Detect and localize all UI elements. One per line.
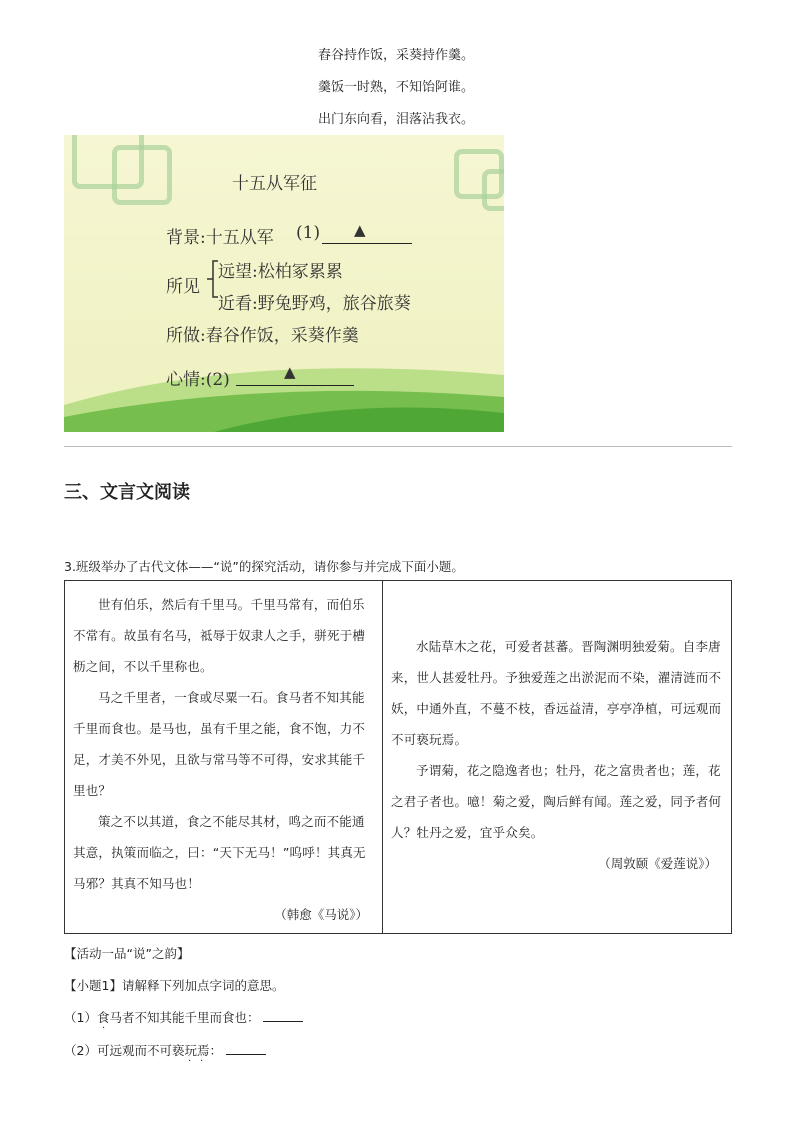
poem-line-3: 出门东向看，泪落沾我衣。: [317, 112, 474, 127]
triangle-icon: ▲: [354, 221, 366, 239]
paragraph: 马之千里者，一食或尽粟一石。食马者不知其能千里而食也。是马也，虽有千里之能，食不饱，力不足，才美不外见，且欲与常马等不可得，安求其能千里也？: [73, 690, 366, 798]
slide-mood-label: 心情:(2): [166, 370, 230, 390]
answer-blank-line: [322, 243, 412, 244]
slide-seen-far: 远望:松柏冢累累: [218, 262, 343, 282]
paragraph: 世有伯乐，然后有千里马。千里马常有，而伯乐不常有。故虽有名马，祗辱于奴隶人之手，骈死于槽枥之间，不以千里称也。: [73, 597, 366, 674]
activity-heading: 【活动一品“说”之韵】: [64, 946, 190, 961]
slide-seen-near: 近看:野兔野鸡，旅谷旅葵: [218, 294, 411, 314]
paragraph: 策之不以其道，食之不能尽其材，鸣之而不能通其意，执策而临之，曰：“天下无马！”呜呼！其真无马邪？其真不知马也！: [73, 814, 366, 891]
emphasis-dot: ·: [102, 1023, 106, 1034]
poem-line-1: 舂谷持作饭，采葵持作羹。: [317, 48, 474, 63]
passage-table: [64, 580, 732, 934]
section-title: 三、文言文阅读: [64, 482, 190, 503]
passage-ai-lian-shuo: [383, 581, 731, 933]
answer-blank[interactable]: [263, 1009, 303, 1022]
sub-item-text: （1）食马者不知其能千里而食也：: [64, 1010, 260, 1025]
slide-title: 十五从军征: [232, 174, 317, 194]
question-intro: 3.班级举办了古代文体——“说”的探究活动，请你参与并完成下面小题。: [64, 559, 464, 574]
triangle-icon: ▲: [284, 363, 296, 381]
poem-line-2: 羹饭一时熟，不知饴阿谁。: [317, 80, 474, 95]
emphasis-dot: ·: [200, 1056, 204, 1067]
answer-blank-line: [236, 385, 354, 386]
lesson-slide: [64, 135, 504, 432]
paragraph: 予谓菊，花之隐逸者也；牡丹，花之富贵者也；莲，花之君子者也。噫！菊之爱，陶后鲜有闻。莲之爱，同予者何人？牡丹之爱，宜乎众矣。: [391, 763, 722, 840]
answer-blank[interactable]: [226, 1042, 266, 1055]
emphasis-dot: ·: [188, 1056, 192, 1067]
passage-source: （周敦颐《爱莲说》）: [598, 856, 717, 871]
paragraph: 水陆草木之花，可爱者甚蕃。晋陶渊明独爱菊。自李唐来，世人甚爱牡丹。予独爱莲之出淤泥而不染，濯清涟而不妖，中通外直，不蔓不枝，香远益清，亭亭净植，可远观而不可亵玩焉。: [391, 639, 722, 747]
sub-item-2: [64, 1041, 266, 1059]
slide-seen-label: 所见: [166, 277, 200, 297]
slide-did: 所做:舂谷作饭，采葵作羹: [166, 326, 359, 346]
section-divider: [64, 446, 732, 447]
passage-ma-shuo: [65, 581, 383, 933]
sub-item-text: （2）可远观而不可亵玩焉：: [64, 1043, 222, 1058]
slide-blank-number-1: (1): [296, 223, 321, 243]
slide-background-label: 背景:十五从军: [166, 228, 274, 248]
sub-question-title: 【小题1】请解释下列加点字词的意思。: [64, 978, 285, 993]
passage-source: （韩愈《马说》）: [274, 907, 368, 922]
sub-item-1: [64, 1008, 303, 1026]
